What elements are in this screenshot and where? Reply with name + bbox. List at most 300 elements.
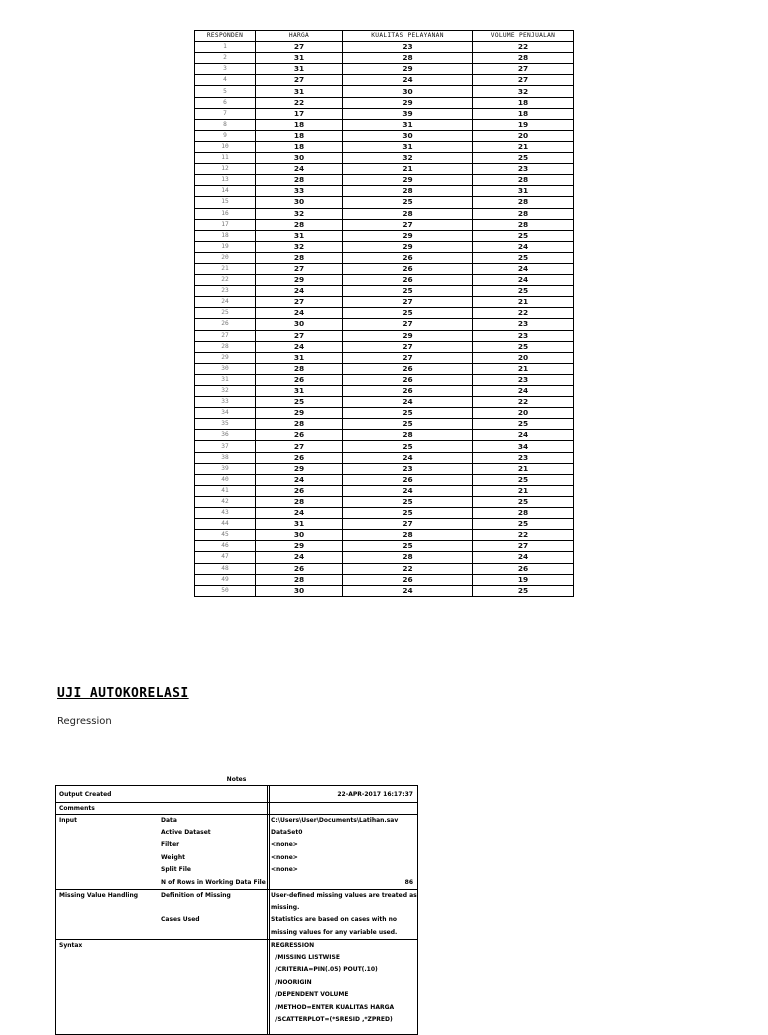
cell-responden: 29 [195,352,256,363]
cell-harga: 31 [256,352,343,363]
cell-volume-penjualan: 24 [473,430,574,441]
notes-caption: Notes [226,776,247,783]
table-row [195,408,574,419]
cell-harga: 30 [256,530,343,541]
notes-row [56,902,417,914]
cell-kualitas-pelayanan: 29 [343,97,473,108]
notes-row [56,952,417,964]
cell-harga: 33 [256,186,343,197]
cell-harga: 31 [256,53,343,64]
notes-value: /SCATTERPLOT=(*SRESID ,*ZPRED) [271,1016,393,1023]
cell-kualitas-pelayanan: 25 [343,419,473,430]
table-row [195,153,574,164]
notes-row [56,827,417,839]
table-row [195,108,574,119]
notes-item-label: N of Rows in Working Data File [161,878,266,886]
cell-responden: 25 [195,308,256,319]
cell-harga: 27 [256,441,343,452]
table-row [195,496,574,507]
cell-harga: 26 [256,430,343,441]
cell-volume-penjualan: 27 [473,64,574,75]
cell-kualitas-pelayanan: 24 [343,485,473,496]
table-row [195,119,574,130]
cell-responden: 21 [195,263,256,274]
cell-responden: 45 [195,530,256,541]
cell-volume-penjualan: 34 [473,441,574,452]
cell-harga: 18 [256,141,343,152]
cell-responden: 50 [195,585,256,596]
cell-harga: 24 [256,341,343,352]
cell-volume-penjualan: 28 [473,197,574,208]
cell-harga: 31 [256,230,343,241]
cell-kualitas-pelayanan: 25 [343,496,473,507]
notes-value: REGRESSION [271,942,315,949]
notes-item-label: Cases Used [161,916,200,923]
notes-item-label: Filter [161,841,180,848]
cell-kualitas-pelayanan: 25 [343,308,473,319]
cell-harga: 24 [256,164,343,175]
table-row [195,574,574,585]
cell-responden: 6 [195,97,256,108]
cell-harga: 27 [256,42,343,53]
cell-responden: 4 [195,75,256,86]
cell-harga: 29 [256,275,343,286]
notes-row [56,977,417,989]
section-subtitle: Regression [57,716,112,727]
cell-volume-penjualan: 24 [473,386,574,397]
cell-responden: 46 [195,541,256,552]
header-kualitas-pelayanan: KUALITAS PELAYANAN [343,31,473,42]
table-row [195,419,574,430]
cell-kualitas-pelayanan: 26 [343,474,473,485]
notes-row [56,889,417,902]
cell-volume-penjualan: 25 [473,519,574,530]
table-row [195,474,574,485]
cell-responden: 18 [195,230,256,241]
cell-volume-penjualan: 27 [473,541,574,552]
cell-responden: 38 [195,452,256,463]
cell-harga: 30 [256,319,343,330]
cell-kualitas-pelayanan: 29 [343,230,473,241]
cell-responden: 3 [195,64,256,75]
cell-responden: 43 [195,508,256,519]
cell-volume-penjualan: 25 [473,153,574,164]
cell-volume-penjualan: 24 [473,275,574,286]
notes-value: /DEPENDENT VOLUME [271,991,349,998]
cell-kualitas-pelayanan: 25 [343,286,473,297]
notes-section-label: Comments [59,804,95,812]
cell-harga: 28 [256,574,343,585]
cell-responden: 10 [195,141,256,152]
notes-row [56,914,417,926]
cell-responden: 14 [195,186,256,197]
table-row [195,186,574,197]
table-row [195,175,574,186]
cell-kualitas-pelayanan: 25 [343,408,473,419]
cell-harga: 24 [256,552,343,563]
cell-volume-penjualan: 20 [473,352,574,363]
cell-harga: 30 [256,197,343,208]
cell-responden: 36 [195,430,256,441]
cell-harga: 27 [256,297,343,308]
notes-row [56,839,417,851]
cell-harga: 26 [256,374,343,385]
notes-row [56,789,417,801]
cell-responden: 23 [195,286,256,297]
notes-row [56,802,417,815]
table-row [195,374,574,385]
cell-responden: 22 [195,275,256,286]
cell-volume-penjualan: 25 [473,585,574,596]
cell-harga: 26 [256,452,343,463]
cell-kualitas-pelayanan: 30 [343,86,473,97]
table-row [195,252,574,263]
cell-volume-penjualan: 24 [473,263,574,274]
notes-value: <none> [271,853,298,861]
cell-harga: 17 [256,108,343,119]
cell-kualitas-pelayanan: 26 [343,252,473,263]
cell-harga: 28 [256,363,343,374]
notes-value: Statistics are based on cases with no [271,916,398,923]
cell-harga: 27 [256,263,343,274]
cell-responden: 39 [195,463,256,474]
notes-item-label: Split File [161,866,191,873]
notes-value: missing values for any variable used. [271,928,398,936]
cell-harga: 30 [256,153,343,164]
cell-volume-penjualan: 23 [473,452,574,463]
cell-responden: 44 [195,519,256,530]
cell-kualitas-pelayanan: 26 [343,574,473,585]
notes-row [56,927,417,939]
cell-volume-penjualan: 23 [473,374,574,385]
cell-harga: 27 [256,75,343,86]
table-row [195,386,574,397]
cell-kualitas-pelayanan: 21 [343,164,473,175]
cell-harga: 18 [256,130,343,141]
cell-kualitas-pelayanan: 28 [343,53,473,64]
notes-value: /MISSING LISTWISE [271,953,340,961]
notes-item-label: Active Dataset [161,828,211,836]
cell-harga: 28 [256,252,343,263]
cell-volume-penjualan: 18 [473,108,574,119]
cell-volume-penjualan: 25 [473,496,574,507]
cell-kualitas-pelayanan: 25 [343,541,473,552]
cell-responden: 40 [195,474,256,485]
cell-volume-penjualan: 28 [473,508,574,519]
cell-harga: 29 [256,408,343,419]
cell-kualitas-pelayanan: 29 [343,175,473,186]
cell-volume-penjualan: 21 [473,485,574,496]
cell-kualitas-pelayanan: 28 [343,552,473,563]
cell-volume-penjualan: 22 [473,42,574,53]
table-row [195,308,574,319]
notes-item-label: Definition of Missing [161,892,231,899]
notes-table [55,785,418,1035]
table-row [195,219,574,230]
table-row [195,363,574,374]
cell-kualitas-pelayanan: 31 [343,141,473,152]
cell-kualitas-pelayanan: 30 [343,130,473,141]
table-row [195,130,574,141]
cell-responden: 34 [195,408,256,419]
cell-responden: 2 [195,53,256,64]
notes-value: 22-APR-2017 16:17:37 [337,791,413,798]
cell-responden: 5 [195,86,256,97]
cell-volume-penjualan: 25 [473,474,574,485]
table-row [195,319,574,330]
cell-volume-penjualan: 25 [473,252,574,263]
cell-kualitas-pelayanan: 27 [343,519,473,530]
cell-harga: 22 [256,97,343,108]
data-table-body [195,42,574,597]
cell-responden: 26 [195,319,256,330]
cell-volume-penjualan: 21 [473,141,574,152]
cell-responden: 12 [195,164,256,175]
notes-value: User-defined missing values are treated as [271,892,417,899]
cell-kualitas-pelayanan: 28 [343,530,473,541]
table-row [195,463,574,474]
cell-volume-penjualan: 19 [473,119,574,130]
notes-row [56,1014,417,1026]
notes-row [56,852,417,864]
cell-kualitas-pelayanan: 26 [343,374,473,385]
cell-responden: 27 [195,330,256,341]
cell-responden: 37 [195,441,256,452]
cell-volume-penjualan: 31 [473,186,574,197]
table-row [195,397,574,408]
cell-harga: 28 [256,496,343,507]
cell-kualitas-pelayanan: 26 [343,363,473,374]
table-row [195,563,574,574]
notes-value: <none> [271,866,298,873]
cell-volume-penjualan: 23 [473,164,574,175]
cell-harga: 26 [256,485,343,496]
cell-harga: 28 [256,175,343,186]
notes-row [56,939,417,952]
cell-volume-penjualan: 21 [473,463,574,474]
cell-volume-penjualan: 19 [473,574,574,585]
cell-kualitas-pelayanan: 31 [343,119,473,130]
cell-kualitas-pelayanan: 27 [343,297,473,308]
notes-value: 86 [404,878,413,886]
cell-kualitas-pelayanan: 27 [343,352,473,363]
cell-volume-penjualan: 28 [473,219,574,230]
cell-harga: 29 [256,541,343,552]
cell-responden: 13 [195,175,256,186]
table-row [195,75,574,86]
cell-responden: 11 [195,153,256,164]
notes-section-label: Syntax [59,942,83,949]
notes-value: DataSet0 [271,828,303,836]
cell-harga: 31 [256,86,343,97]
data-table-header-row [195,31,574,42]
cell-responden: 35 [195,419,256,430]
table-row [195,53,574,64]
cell-harga: 30 [256,585,343,596]
header-volume-penjualan: VOLUME PENJUALAN [473,31,574,42]
cell-responden: 48 [195,563,256,574]
table-row [195,552,574,563]
cell-kualitas-pelayanan: 23 [343,42,473,53]
cell-kualitas-pelayanan: 27 [343,219,473,230]
cell-responden: 30 [195,363,256,374]
cell-responden: 1 [195,42,256,53]
table-row [195,530,574,541]
notes-value: /NOORIGIN [271,978,312,986]
cell-kualitas-pelayanan: 32 [343,153,473,164]
cell-kualitas-pelayanan: 26 [343,263,473,274]
table-row [195,86,574,97]
cell-volume-penjualan: 25 [473,419,574,430]
cell-kualitas-pelayanan: 29 [343,64,473,75]
cell-responden: 9 [195,130,256,141]
table-row [195,452,574,463]
table-row [195,430,574,441]
notes-value: /CRITERIA=PIN(.05) POUT(.10) [271,966,378,973]
table-row [195,286,574,297]
cell-harga: 18 [256,119,343,130]
cell-volume-penjualan: 22 [473,397,574,408]
table-row [195,141,574,152]
cell-harga: 31 [256,64,343,75]
table-row [195,64,574,75]
notes-value: missing. [271,903,300,911]
cell-kualitas-pelayanan: 25 [343,508,473,519]
cell-kualitas-pelayanan: 25 [343,197,473,208]
cell-kualitas-pelayanan: 22 [343,563,473,574]
notes-value: C:\Users\User\Documents\Latihan.sav [271,817,399,824]
cell-kualitas-pelayanan: 27 [343,341,473,352]
cell-volume-penjualan: 32 [473,86,574,97]
cell-harga: 29 [256,463,343,474]
cell-volume-penjualan: 27 [473,75,574,86]
cell-volume-penjualan: 28 [473,175,574,186]
cell-kualitas-pelayanan: 28 [343,430,473,441]
cell-volume-penjualan: 20 [473,408,574,419]
cell-volume-penjualan: 24 [473,241,574,252]
cell-harga: 28 [256,219,343,230]
cell-harga: 26 [256,563,343,574]
cell-responden: 16 [195,208,256,219]
cell-kualitas-pelayanan: 23 [343,463,473,474]
cell-responden: 15 [195,197,256,208]
notes-row [56,814,417,827]
table-row [195,97,574,108]
cell-volume-penjualan: 21 [473,297,574,308]
cell-kualitas-pelayanan: 24 [343,75,473,86]
cell-volume-penjualan: 28 [473,53,574,64]
cell-kualitas-pelayanan: 28 [343,186,473,197]
cell-volume-penjualan: 18 [473,97,574,108]
table-row [195,197,574,208]
cell-responden: 47 [195,552,256,563]
cell-harga: 25 [256,397,343,408]
cell-harga: 24 [256,308,343,319]
cell-responden: 8 [195,119,256,130]
cell-volume-penjualan: 25 [473,341,574,352]
table-row [195,297,574,308]
table-row [195,275,574,286]
table-row [195,485,574,496]
header-responden: RESPONDEN [195,31,256,42]
table-row [195,541,574,552]
cell-responden: 7 [195,108,256,119]
cell-kualitas-pelayanan: 26 [343,386,473,397]
cell-responden: 31 [195,374,256,385]
cell-harga: 27 [256,330,343,341]
cell-harga: 32 [256,208,343,219]
cell-responden: 49 [195,574,256,585]
notes-section-label: Input [59,817,77,824]
cell-harga: 32 [256,241,343,252]
cell-kualitas-pelayanan: 24 [343,452,473,463]
notes-value: /METHOD=ENTER KUALITAS HARGA [271,1003,395,1011]
cell-volume-penjualan: 23 [473,330,574,341]
cell-responden: 28 [195,341,256,352]
notes-item-label: Data [161,817,177,824]
cell-volume-penjualan: 28 [473,208,574,219]
cell-harga: 28 [256,419,343,430]
cell-harga: 24 [256,286,343,297]
cell-kualitas-pelayanan: 29 [343,241,473,252]
cell-volume-penjualan: 25 [473,230,574,241]
notes-value: <none> [271,841,298,848]
cell-responden: 41 [195,485,256,496]
notes-row [56,877,417,889]
cell-responden: 32 [195,386,256,397]
notes-row [56,864,417,876]
cell-kualitas-pelayanan: 24 [343,397,473,408]
table-row [195,230,574,241]
cell-kualitas-pelayanan: 28 [343,208,473,219]
notes-row [56,964,417,976]
cell-responden: 17 [195,219,256,230]
cell-responden: 19 [195,241,256,252]
table-row [195,241,574,252]
cell-volume-penjualan: 25 [473,286,574,297]
cell-responden: 20 [195,252,256,263]
notes-section-label: Output Created [59,791,112,798]
table-row [195,441,574,452]
notes-item-label: Weight [161,853,185,861]
table-row [195,208,574,219]
table-row [195,330,574,341]
cell-volume-penjualan: 22 [473,530,574,541]
table-row [195,263,574,274]
cell-responden: 42 [195,496,256,507]
cell-kualitas-pelayanan: 39 [343,108,473,119]
cell-volume-penjualan: 21 [473,363,574,374]
cell-kualitas-pelayanan: 29 [343,330,473,341]
cell-responden: 33 [195,397,256,408]
cell-volume-penjualan: 26 [473,563,574,574]
table-row [195,42,574,53]
header-harga: HARGA [256,31,343,42]
cell-kualitas-pelayanan: 24 [343,585,473,596]
cell-harga: 24 [256,474,343,485]
table-row [195,164,574,175]
table-row [195,585,574,596]
table-row [195,341,574,352]
section-title: UJI AUTOKORELASI [57,686,189,701]
cell-harga: 31 [256,386,343,397]
table-row [195,508,574,519]
cell-kualitas-pelayanan: 27 [343,319,473,330]
notes-row [56,989,417,1001]
table-row [195,352,574,363]
cell-volume-penjualan: 20 [473,130,574,141]
cell-volume-penjualan: 22 [473,308,574,319]
